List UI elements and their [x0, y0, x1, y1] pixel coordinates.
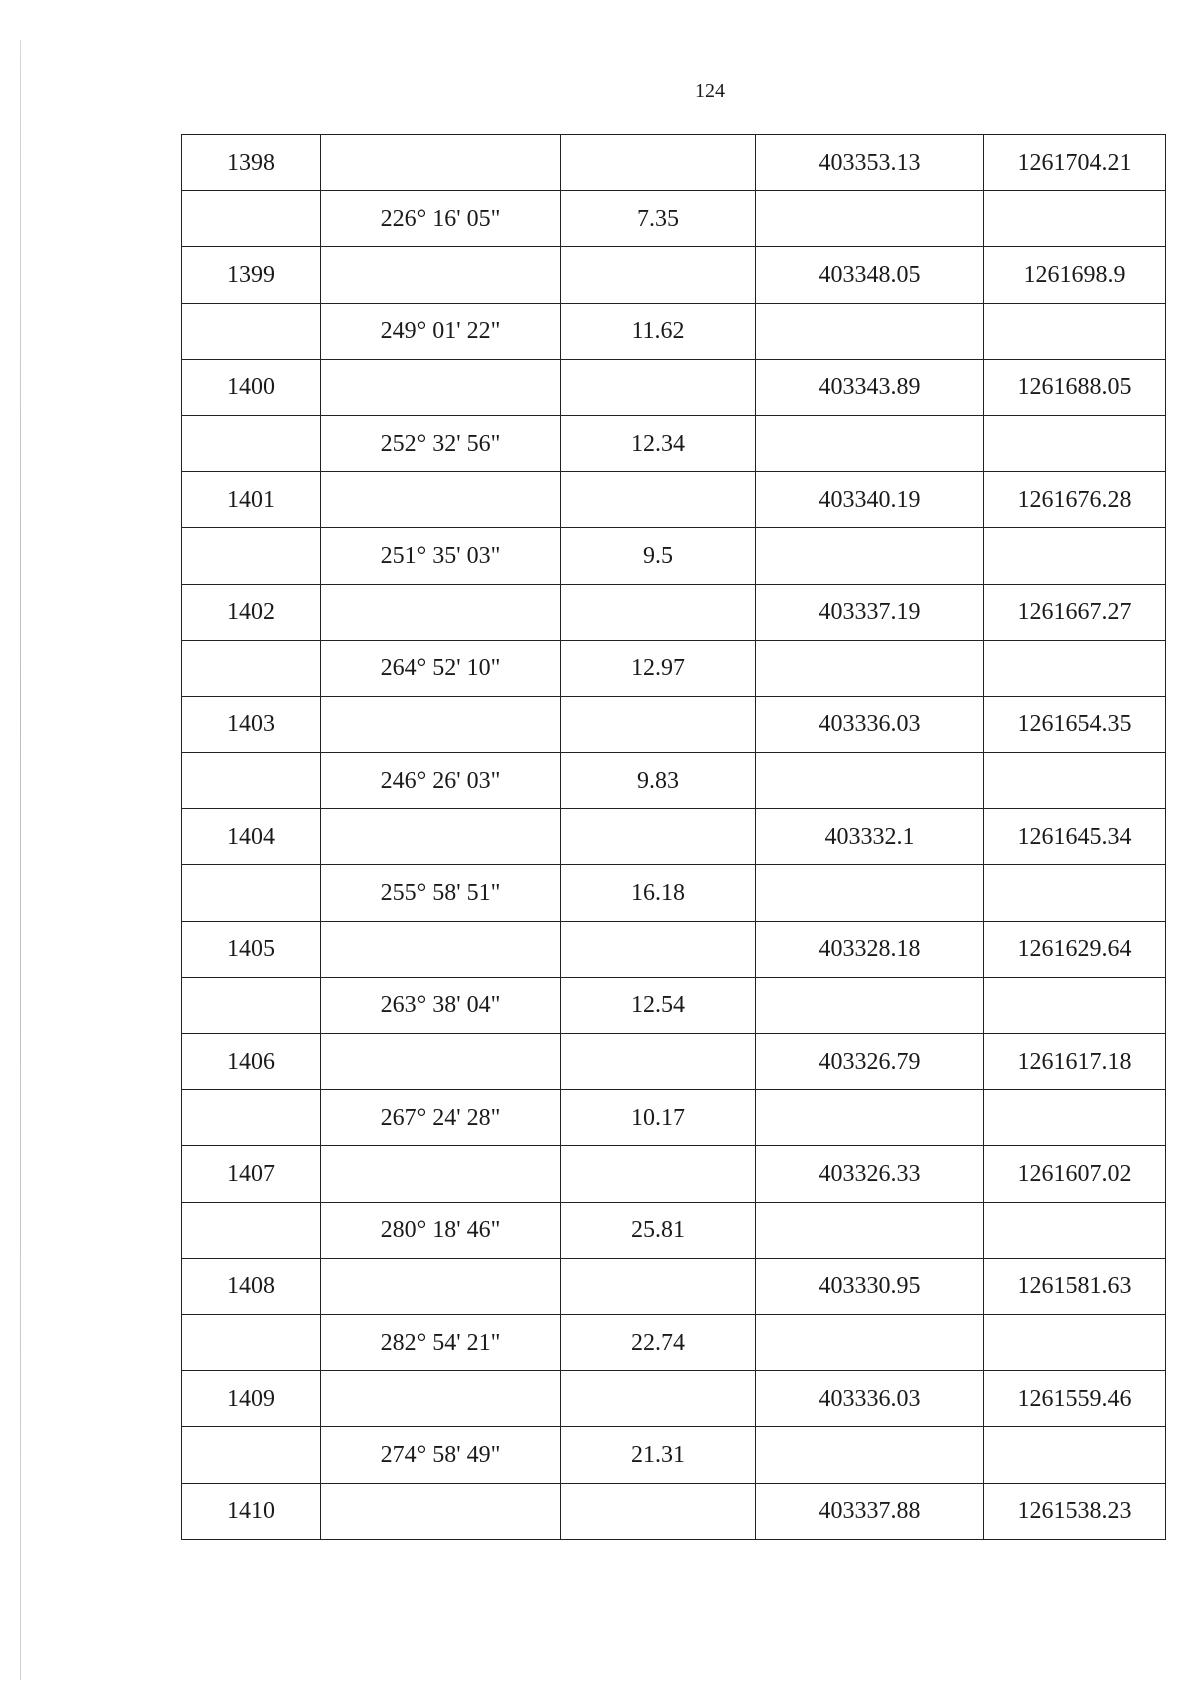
bearing-cell: [321, 1483, 561, 1539]
y-coordinate-cell: [984, 977, 1166, 1033]
distance-cell: [561, 696, 756, 752]
distance-cell: [561, 359, 756, 415]
point-cell: 1403: [182, 696, 321, 752]
bearing-cell: [321, 1034, 561, 1090]
distance-cell: 12.97: [561, 640, 756, 696]
table-row: [182, 753, 1166, 809]
table-row: [182, 1427, 1166, 1483]
bearing-cell: 263° 38' 04": [321, 977, 561, 1033]
point-cell: 1399: [182, 247, 321, 303]
y-coordinate-cell: 1261645.34: [984, 809, 1166, 865]
table-row: [182, 1314, 1166, 1370]
point-cell: [182, 753, 321, 809]
bearing-cell: 274° 58' 49": [321, 1427, 561, 1483]
point-cell: [182, 1090, 321, 1146]
bearing-cell: [321, 1146, 561, 1202]
y-coordinate-cell: [984, 415, 1166, 471]
y-coordinate-cell: 1261617.18: [984, 1034, 1166, 1090]
y-coordinate-cell: [984, 1314, 1166, 1370]
x-coordinate-cell: [756, 303, 984, 359]
x-coordinate-cell: 403336.03: [756, 1371, 984, 1427]
bearing-cell: [321, 809, 561, 865]
x-coordinate-cell: 403337.19: [756, 584, 984, 640]
table-row: [182, 977, 1166, 1033]
x-coordinate-cell: 403332.1: [756, 809, 984, 865]
x-coordinate-cell: [756, 1314, 984, 1370]
x-coordinate-cell: [756, 1427, 984, 1483]
y-coordinate-cell: 1261698.9: [984, 247, 1166, 303]
table-row: [182, 415, 1166, 471]
table-row: [182, 865, 1166, 921]
y-coordinate-cell: [984, 303, 1166, 359]
bearing-cell: [321, 1258, 561, 1314]
y-coordinate-cell: [984, 865, 1166, 921]
table-row: [182, 359, 1166, 415]
y-coordinate-cell: [984, 753, 1166, 809]
bearing-cell: 255° 58' 51": [321, 865, 561, 921]
bearing-cell: 226° 16' 05": [321, 191, 561, 247]
distance-cell: 7.35: [561, 191, 756, 247]
bearing-cell: [321, 247, 561, 303]
table-row: [182, 921, 1166, 977]
y-coordinate-cell: 1261676.28: [984, 472, 1166, 528]
point-cell: [182, 528, 321, 584]
y-coordinate-cell: 1261538.23: [984, 1483, 1166, 1539]
page-number: 124: [695, 80, 725, 102]
distance-cell: [561, 921, 756, 977]
table-row: [182, 1483, 1166, 1539]
table-row: [182, 303, 1166, 359]
bearing-cell: [321, 584, 561, 640]
distance-cell: 25.81: [561, 1202, 756, 1258]
x-coordinate-cell: 403337.88: [756, 1483, 984, 1539]
x-coordinate-cell: 403326.79: [756, 1034, 984, 1090]
x-coordinate-cell: [756, 1202, 984, 1258]
scan-edge-line: [20, 40, 21, 1680]
bearing-cell: [321, 1371, 561, 1427]
bearing-cell: [321, 135, 561, 191]
x-coordinate-cell: [756, 977, 984, 1033]
y-coordinate-cell: [984, 1202, 1166, 1258]
y-coordinate-cell: 1261688.05: [984, 359, 1166, 415]
bearing-cell: 249° 01' 22": [321, 303, 561, 359]
bearing-cell: 251° 35' 03": [321, 528, 561, 584]
y-coordinate-cell: [984, 191, 1166, 247]
distance-cell: [561, 247, 756, 303]
bearing-cell: [321, 696, 561, 752]
table-row: [182, 528, 1166, 584]
table-row: [182, 191, 1166, 247]
point-cell: [182, 865, 321, 921]
table-row: [182, 135, 1166, 191]
distance-cell: [561, 584, 756, 640]
point-cell: 1402: [182, 584, 321, 640]
distance-cell: [561, 1146, 756, 1202]
y-coordinate-cell: [984, 1427, 1166, 1483]
table-row: [182, 640, 1166, 696]
x-coordinate-cell: [756, 865, 984, 921]
y-coordinate-cell: [984, 640, 1166, 696]
x-coordinate-cell: [756, 1090, 984, 1146]
distance-cell: [561, 809, 756, 865]
point-cell: [182, 977, 321, 1033]
point-cell: [182, 640, 321, 696]
point-cell: 1409: [182, 1371, 321, 1427]
table-row: [182, 1258, 1166, 1314]
bearing-cell: [321, 359, 561, 415]
point-cell: 1398: [182, 135, 321, 191]
bearing-cell: 267° 24' 28": [321, 1090, 561, 1146]
table-row: [182, 809, 1166, 865]
distance-cell: 10.17: [561, 1090, 756, 1146]
bearing-cell: 280° 18' 46": [321, 1202, 561, 1258]
distance-cell: 9.5: [561, 528, 756, 584]
distance-cell: 11.62: [561, 303, 756, 359]
table-row: [182, 584, 1166, 640]
point-cell: [182, 191, 321, 247]
bearing-cell: 264° 52' 10": [321, 640, 561, 696]
survey-coordinates-table: [181, 134, 1166, 1540]
distance-cell: [561, 472, 756, 528]
distance-cell: 21.31: [561, 1427, 756, 1483]
point-cell: 1408: [182, 1258, 321, 1314]
table-body: [182, 135, 1166, 1540]
x-coordinate-cell: 403336.03: [756, 696, 984, 752]
table-row: [182, 696, 1166, 752]
distance-cell: [561, 1483, 756, 1539]
distance-cell: [561, 1258, 756, 1314]
bearing-cell: 282° 54' 21": [321, 1314, 561, 1370]
x-coordinate-cell: 403353.13: [756, 135, 984, 191]
distance-cell: [561, 1371, 756, 1427]
table-row: [182, 1034, 1166, 1090]
distance-cell: [561, 1034, 756, 1090]
bearing-cell: [321, 472, 561, 528]
bearing-cell: 246° 26' 03": [321, 753, 561, 809]
x-coordinate-cell: 403330.95: [756, 1258, 984, 1314]
point-cell: 1404: [182, 809, 321, 865]
point-cell: [182, 1202, 321, 1258]
point-cell: [182, 303, 321, 359]
y-coordinate-cell: 1261559.46: [984, 1371, 1166, 1427]
table-row: [182, 1371, 1166, 1427]
point-cell: [182, 1427, 321, 1483]
y-coordinate-cell: 1261607.02: [984, 1146, 1166, 1202]
y-coordinate-cell: 1261704.21: [984, 135, 1166, 191]
table-row: [182, 1146, 1166, 1202]
table-row: [182, 1202, 1166, 1258]
y-coordinate-cell: 1261654.35: [984, 696, 1166, 752]
table-row: [182, 247, 1166, 303]
point-cell: 1401: [182, 472, 321, 528]
x-coordinate-cell: 403326.33: [756, 1146, 984, 1202]
distance-cell: [561, 135, 756, 191]
point-cell: 1406: [182, 1034, 321, 1090]
table-row: [182, 1090, 1166, 1146]
x-coordinate-cell: [756, 528, 984, 584]
x-coordinate-cell: 403340.19: [756, 472, 984, 528]
distance-cell: 22.74: [561, 1314, 756, 1370]
x-coordinate-cell: 403328.18: [756, 921, 984, 977]
y-coordinate-cell: 1261581.63: [984, 1258, 1166, 1314]
point-cell: [182, 415, 321, 471]
bearing-cell: [321, 921, 561, 977]
point-cell: 1407: [182, 1146, 321, 1202]
bearing-cell: 252° 32' 56": [321, 415, 561, 471]
distance-cell: 9.83: [561, 753, 756, 809]
distance-cell: 12.54: [561, 977, 756, 1033]
y-coordinate-cell: [984, 528, 1166, 584]
y-coordinate-cell: 1261667.27: [984, 584, 1166, 640]
x-coordinate-cell: 403343.89: [756, 359, 984, 415]
point-cell: [182, 1314, 321, 1370]
y-coordinate-cell: [984, 1090, 1166, 1146]
x-coordinate-cell: [756, 415, 984, 471]
x-coordinate-cell: [756, 640, 984, 696]
point-cell: 1400: [182, 359, 321, 415]
table-row: [182, 472, 1166, 528]
x-coordinate-cell: [756, 191, 984, 247]
distance-cell: 12.34: [561, 415, 756, 471]
x-coordinate-cell: [756, 753, 984, 809]
point-cell: 1410: [182, 1483, 321, 1539]
distance-cell: 16.18: [561, 865, 756, 921]
x-coordinate-cell: 403348.05: [756, 247, 984, 303]
y-coordinate-cell: 1261629.64: [984, 921, 1166, 977]
point-cell: 1405: [182, 921, 321, 977]
